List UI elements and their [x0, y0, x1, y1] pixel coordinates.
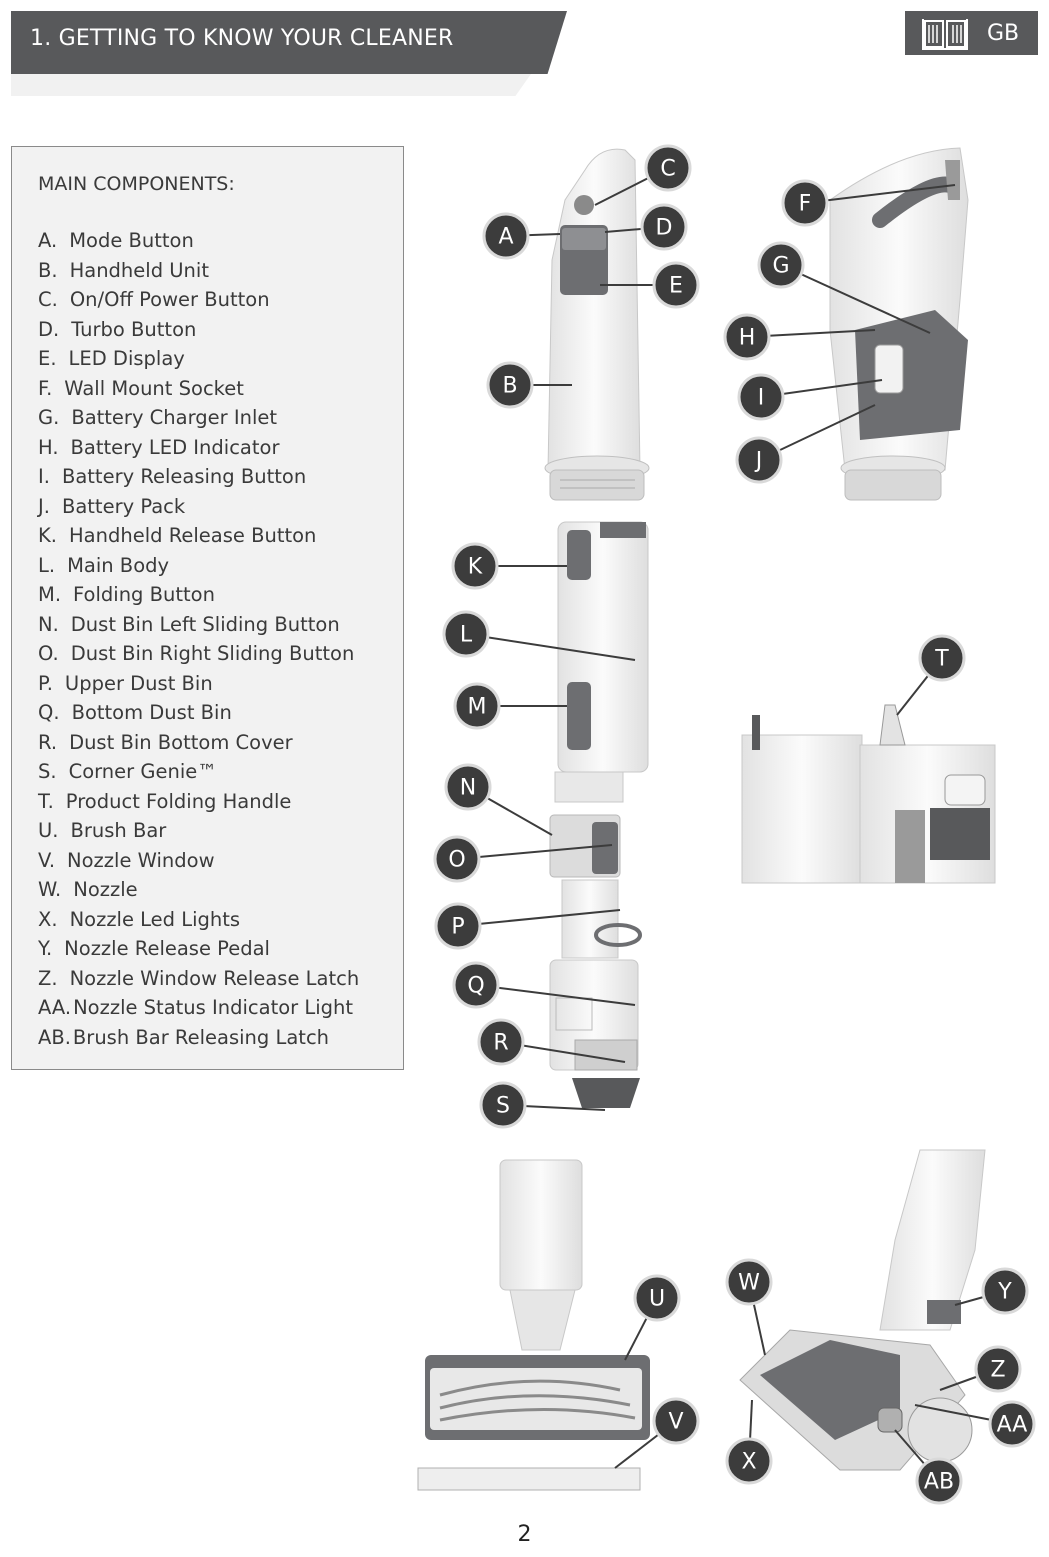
callout-x [727, 1400, 771, 1483]
main-body-illustration [550, 522, 648, 1108]
component-letter: H. [38, 435, 59, 459]
component-letter: X. [38, 907, 58, 931]
component-letter: R. [38, 730, 58, 754]
callout-label: H [738, 325, 756, 351]
callout-m [455, 684, 567, 728]
component-letter: P. [38, 671, 53, 695]
callout-label: S [496, 1093, 510, 1119]
component-name: On/Off Power Button [69, 288, 270, 311]
component-letter: L. [38, 553, 56, 577]
component-letter: Y. [38, 937, 53, 960]
component-name: Wall Mount Socket [64, 376, 244, 400]
component-name: Corner Genie™ [68, 760, 217, 783]
component-letter: F. [38, 376, 53, 400]
component-name: Nozzle Window Release Latch [69, 966, 360, 990]
component-name: Battery Releasing Button [61, 465, 307, 488]
component-name: Nozzle Led Lights [69, 907, 241, 931]
component-name: Dust Bin Left Sliding Button [70, 612, 340, 636]
component-letter: M. [38, 583, 62, 606]
component-name: Brush Bar [70, 819, 167, 842]
callout-label: Y [998, 1279, 1012, 1305]
callout-label: K [467, 554, 483, 580]
component-name: Upper Dust Bin [64, 671, 213, 695]
callout-label: Q [467, 973, 485, 999]
callout-label: V [668, 1409, 684, 1435]
callout-label: U [648, 1286, 666, 1312]
component-letter: N. [38, 612, 59, 636]
component-letter: A. [38, 229, 58, 252]
callout-a [484, 214, 560, 258]
brush-bar-nozzle-illustration [418, 1160, 650, 1490]
callout-label: C [660, 156, 676, 182]
component-letter: I. [38, 465, 50, 488]
callout-label: D [655, 215, 673, 241]
callout-label: M [467, 694, 487, 720]
component-name: Dust Bin Right Sliding Button [70, 642, 355, 665]
component-name: Handheld Release Button [69, 524, 317, 547]
component-letter: O. [38, 642, 59, 665]
callout-label: AA [996, 1412, 1028, 1438]
component-letter: T. [38, 789, 54, 813]
page-number: 2 [517, 1522, 532, 1547]
folding-handle-illustration [742, 705, 995, 883]
callout-t [897, 636, 964, 715]
component-name: Nozzle Status Indicator Light [73, 996, 354, 1019]
callout-w [727, 1260, 771, 1355]
component-letter: W. [38, 878, 62, 901]
component-name: Bottom Dust Bin [71, 701, 232, 724]
component-name: Battery LED Indicator [70, 435, 280, 459]
section-title: 1. GETTING TO KNOW YOUR CLEANER [30, 26, 454, 51]
callout-label: I [757, 385, 765, 411]
handheld-front-illustration [545, 149, 649, 500]
callout-label: G [772, 253, 790, 279]
callout-label: R [493, 1030, 509, 1056]
component-letter: C. [38, 288, 58, 311]
component-name: Mode Button [69, 229, 194, 252]
callout-label: Z [990, 1357, 1006, 1383]
component-name: Main Body [67, 553, 170, 577]
component-name: Turbo Button [71, 317, 197, 341]
component-name: Handheld Unit [69, 258, 209, 282]
components-heading: MAIN COMPONENTS: [38, 173, 235, 195]
component-letter: AB. [38, 1025, 71, 1049]
callout-n [446, 765, 552, 835]
component-letter: Z. [38, 966, 58, 990]
callout-label: N [459, 775, 477, 801]
callout-label: J [755, 448, 763, 474]
component-name: Folding Button [73, 583, 215, 606]
component-name: Product Folding Handle [65, 789, 292, 813]
component-name: Battery Charger Inlet [71, 406, 278, 429]
component-letter: K. [38, 524, 57, 547]
component-name: Nozzle Release Pedal [64, 937, 270, 960]
callout-label: E [669, 273, 683, 299]
callout-label: A [498, 224, 514, 250]
component-letter: U. [38, 819, 59, 842]
callout-label: W [738, 1270, 760, 1296]
component-letter: B. [38, 258, 58, 282]
component-name: Brush Bar Releasing Latch [72, 1025, 330, 1049]
component-name: LED Display [68, 347, 185, 370]
callout-label: AB [923, 1469, 955, 1495]
component-letter: E. [38, 347, 57, 370]
component-letter: G. [38, 406, 60, 429]
language-code: GB [987, 20, 1020, 46]
component-letter: D. [38, 317, 60, 341]
callout-label: X [741, 1449, 757, 1475]
component-name: Nozzle Window [67, 848, 215, 872]
callout-u [625, 1276, 679, 1360]
callout-label: P [451, 914, 465, 940]
callout-k [453, 544, 567, 588]
handheld-rear-illustration [830, 148, 968, 500]
component-name: Nozzle [73, 878, 138, 901]
component-letter: J. [38, 494, 50, 518]
nozzle-illustration [740, 1150, 985, 1470]
component-name: Battery Pack [61, 494, 186, 518]
component-letter: Q. [38, 701, 60, 724]
component-name: Dust Bin Bottom Cover [69, 730, 293, 754]
callout-label: T [935, 646, 949, 672]
callout-label: O [448, 847, 466, 873]
component-letter: S. [38, 760, 57, 783]
callout-label: L [459, 622, 473, 648]
component-letter: V. [38, 848, 56, 872]
callout-label: F [798, 191, 812, 217]
component-letter: AA. [38, 996, 72, 1019]
callout-label: B [502, 373, 518, 399]
